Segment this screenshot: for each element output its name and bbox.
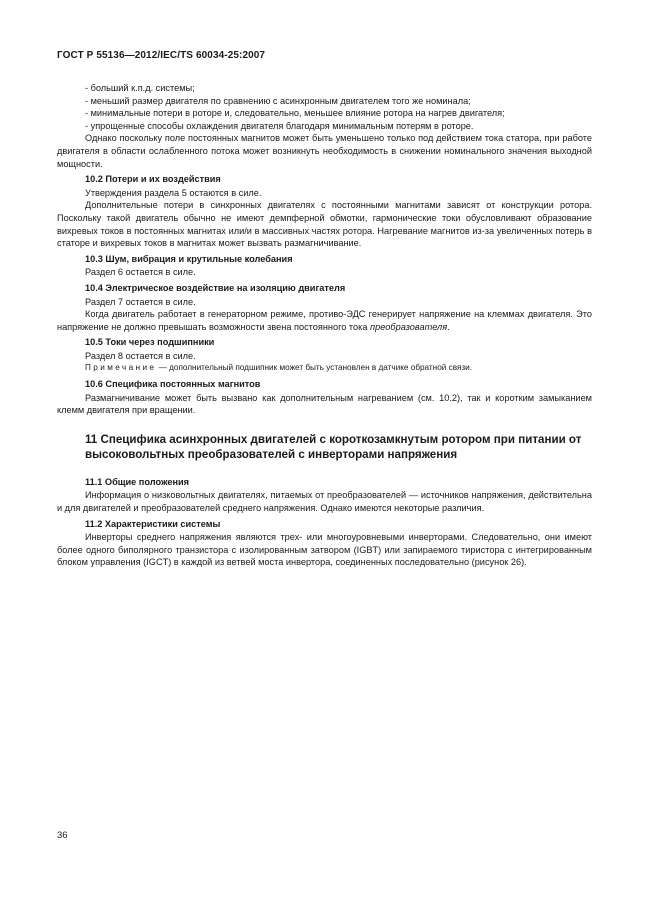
note-label: Примечание [85,363,157,373]
paragraph-text: Когда двигатель работает в генераторном режиме, противо-ЭДС генерирует напряжение на клеммах двигателя. Это напряжение не должно превышать возможности звена постоянного тока [57,309,592,332]
paragraph: Дополнительные потери в синхронных двигателях с постоянными магнитами зависят от конструкции ротора. Поскольку такой двигатель обычно не имеют демпферной обмотки, гармонические токи обусловливают образование вихревых токов в постоянных магнитах или/и в массивных частях ротора. Нагревание магнитов из-за увеличенных потерь в статоре и вихревых токов в магнитах может вызвать размагничивание. [57,200,592,249]
note-text: — дополнительный подшипник может быть установлен в датчике обратной связи. [156,363,472,373]
section-heading-11-2: 11.2 Характеристики системы [85,518,221,529]
page-content [57,82,592,569]
section-heading-10-3: 10.3 Шум, вибрация и крутильные колебания [85,253,293,264]
paragraph: Размагничивание может быть вызвано как дополнительным нагреванием (см. 10.2), так и коротким замыканием клемм двигателя при вращении. [57,392,592,416]
paragraph: Раздел 6 остается в силе. [85,267,196,278]
list-item: - больший к.п.д. системы; [85,83,195,93]
paragraph: Инверторы среднего напряжения являются трех- или многоуровневыми инверторами. Следовательно, они имеют более одного биполярного транзистора с изолированным затвором (IGBT) или запираемого тиристора с интегрированным блоком управления (IGCT) в каждой из ветвей моста инвертора, соединенных последовательно (рисунок 26). [57,532,592,568]
note [57,362,592,375]
paragraph [57,308,592,333]
paragraph: Раздел 7 остается в силе. [85,296,196,307]
section-heading-11: 11 Специфика асинхронных двигателей с короткозамкнутым ротором при питании от высоковольтных преобразователей с инверторами напряжения [85,432,582,461]
list-item: - минимальные потери в роторе и, следовательно, меньшее влияние ротора на нагрев двигателя; [85,108,505,119]
paragraph: Информация о низковольтных двигателях, питаемых от преобразователей — источников напряжения, действительна и для двигателей и преобразователей среднего напряжения. Однако имеются некоторые различия. [57,490,592,514]
paragraph: Однако поскольку поле постоянных магнитов может быть уменьшено только под действием тока статора, при работе двигателя в области ослабленного потока может возникнуть необходимость в снижении номинального значения выходной мощности. [57,133,592,169]
paragraph-end: . [447,321,450,332]
section-heading-10-4: 10.4 Электрическое воздействие на изоляцию двигателя [85,282,346,293]
italic-term: преобразователя [370,321,448,332]
section-heading-10-6: 10.6 Специфика постоянных магнитов [85,379,261,390]
document-header: ГОСТ Р 55136—2012/IEC/TS 60034-25:2007 [57,50,266,61]
page-number: 36 [57,830,68,841]
paragraph: Раздел 8 остается в силе. [85,350,196,361]
section-heading-11-1: 11.1 Общие положения [85,476,190,487]
section-heading-10-2: 10.2 Потери и их воздействия [85,174,221,185]
paragraph: Утверждения раздела 5 остаются в силе. [85,187,262,198]
section-heading-10-5: 10.5 Токи через подшипники [85,337,215,348]
list-item: - упрощенные способы охлаждения двигателя благодаря минимальным потерям в роторе. [85,120,474,131]
list-item: - меньший размер двигателя по сравнению с асинхронным двигателем того же номинала; [85,95,471,106]
